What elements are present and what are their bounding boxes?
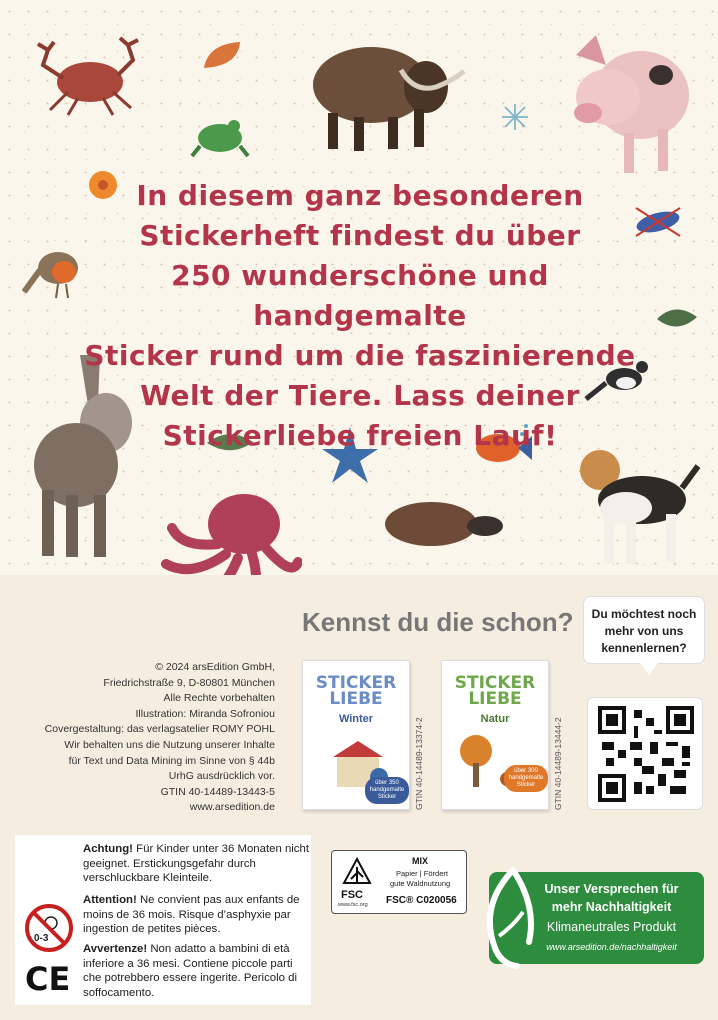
warning-text: Ne convient pas aux enfants de moins de 36 mois. Risque d’asphyxie par ingestion de petites pièces. xyxy=(83,894,300,936)
safety-warning-box xyxy=(15,835,311,1005)
book-title: STICKER LIEBE xyxy=(315,673,397,709)
book-badge: über 300 handgemalte Sticker xyxy=(504,765,548,792)
book-subtitle: Winter xyxy=(338,713,374,725)
blurb-line: Sticker rund um die faszinierende xyxy=(84,339,636,372)
fsc-line1: Papier | Fördert xyxy=(396,869,448,878)
warning-label: Attention! xyxy=(83,894,137,906)
credit-line: www.arsedition.de xyxy=(189,801,275,814)
credit-line: UrhG ausdrücklich vor. xyxy=(168,770,275,783)
sustainability-line3: Klimaneutrales Produkt xyxy=(546,920,677,934)
pig-illustration xyxy=(566,25,691,175)
platypus-illustration xyxy=(375,492,503,552)
frog-illustration xyxy=(190,112,250,160)
promo-heading: Kennst du die schon? xyxy=(302,607,574,637)
blurb-line: Stickerliebe freien Lauf! xyxy=(162,419,558,452)
fsc-mix: MIX xyxy=(412,856,429,866)
credit-line: Covergestaltung: das verlagsatelier ROMY POHL xyxy=(44,723,275,736)
fsc-line2: gute Waldnutzung xyxy=(390,879,451,888)
crab-illustration xyxy=(28,30,148,120)
imprint-credits xyxy=(44,660,275,816)
warning-fr xyxy=(83,893,311,937)
sustainability-line2: mehr Nachhaltigkeit xyxy=(551,900,672,914)
book-gtin: GTIN 40-14489-13444-2 xyxy=(553,717,563,810)
blurb-line: 250 wunderschöne und handgemalte xyxy=(171,259,549,332)
leaf-illustration xyxy=(200,38,246,74)
book-cover-natur[interactable] xyxy=(441,660,549,810)
warning-label: Avvertenze! xyxy=(83,943,148,955)
age-label: 0-3 xyxy=(34,933,49,944)
fsc-tree-icon xyxy=(340,857,374,887)
book-badge: über 350 handgemalte Sticker xyxy=(365,777,409,804)
blurb-line: Stickerheft findest du über xyxy=(139,219,581,252)
credit-line: Wir behalten uns die Nutzung unserer Inhalte xyxy=(64,738,275,751)
fsc-code: FSC® C020056 xyxy=(386,895,457,906)
book-subtitle: Natur xyxy=(480,713,510,725)
book-title: STICKER LIEBE xyxy=(454,673,536,709)
fsc-logo-text: FSC xyxy=(341,889,363,901)
credit-line: Illustration: Miranda Sofroniou xyxy=(135,707,275,720)
warning-text: Für Kinder unter 36 Monaten nicht geeignet. Erstickungsgefahr durch verschluckbare Kleinteile. xyxy=(83,843,310,885)
leaf-illustration-2 xyxy=(655,305,699,333)
credit-line: © 2024 arsEdition GmbH, xyxy=(155,661,275,673)
ce-mark: CE xyxy=(25,960,71,998)
credit-line: Friedrichstraße 9, D-80801 München xyxy=(103,676,275,689)
credit-line: für Text und Data Mining im Sinne von § 44b xyxy=(68,754,275,767)
beagle-illustration xyxy=(570,442,700,567)
musk-ox-illustration xyxy=(306,25,466,155)
fsc-url: www.fsc.org xyxy=(338,902,368,908)
blurb-line: Welt der Tiere. Lass deiner xyxy=(140,379,580,412)
warning-it xyxy=(83,942,311,1000)
age-warning-icon xyxy=(24,903,74,953)
book-cover-winter[interactable] xyxy=(302,660,410,810)
warning-de xyxy=(83,842,311,886)
speech-bubble: Du möchtest noch mehr von uns kennenlernen? xyxy=(583,596,705,664)
warning-label: Achtung! xyxy=(83,843,133,855)
blurb-line: In diesem ganz besonderen xyxy=(136,179,584,212)
snowflake-illustration xyxy=(500,102,530,132)
speech-bubble-tail xyxy=(640,663,658,675)
fsc-label xyxy=(331,850,467,914)
headline-blurb xyxy=(60,176,660,456)
sustainability-line1: Unser Versprechen für xyxy=(544,882,679,896)
book-gtin: GTIN 40-14489-13374-2 xyxy=(414,717,424,810)
qr-code-icon xyxy=(598,706,694,802)
credit-line: GTIN 40-14489-13443-5 xyxy=(160,785,275,798)
sustainability-url[interactable]: www.arsedition.de/nachhaltigkeit xyxy=(546,942,677,952)
sustainability-box xyxy=(489,872,704,964)
qr-code[interactable] xyxy=(587,697,703,810)
warning-text: Non adatto a bambini di età inferiore a 36 mesi. Contiene piccole parti che potrebbero essere ingerite. Pericolo di soffocamento. xyxy=(83,943,298,999)
credit-line: Alle Rechte vorbehalten xyxy=(163,692,275,705)
